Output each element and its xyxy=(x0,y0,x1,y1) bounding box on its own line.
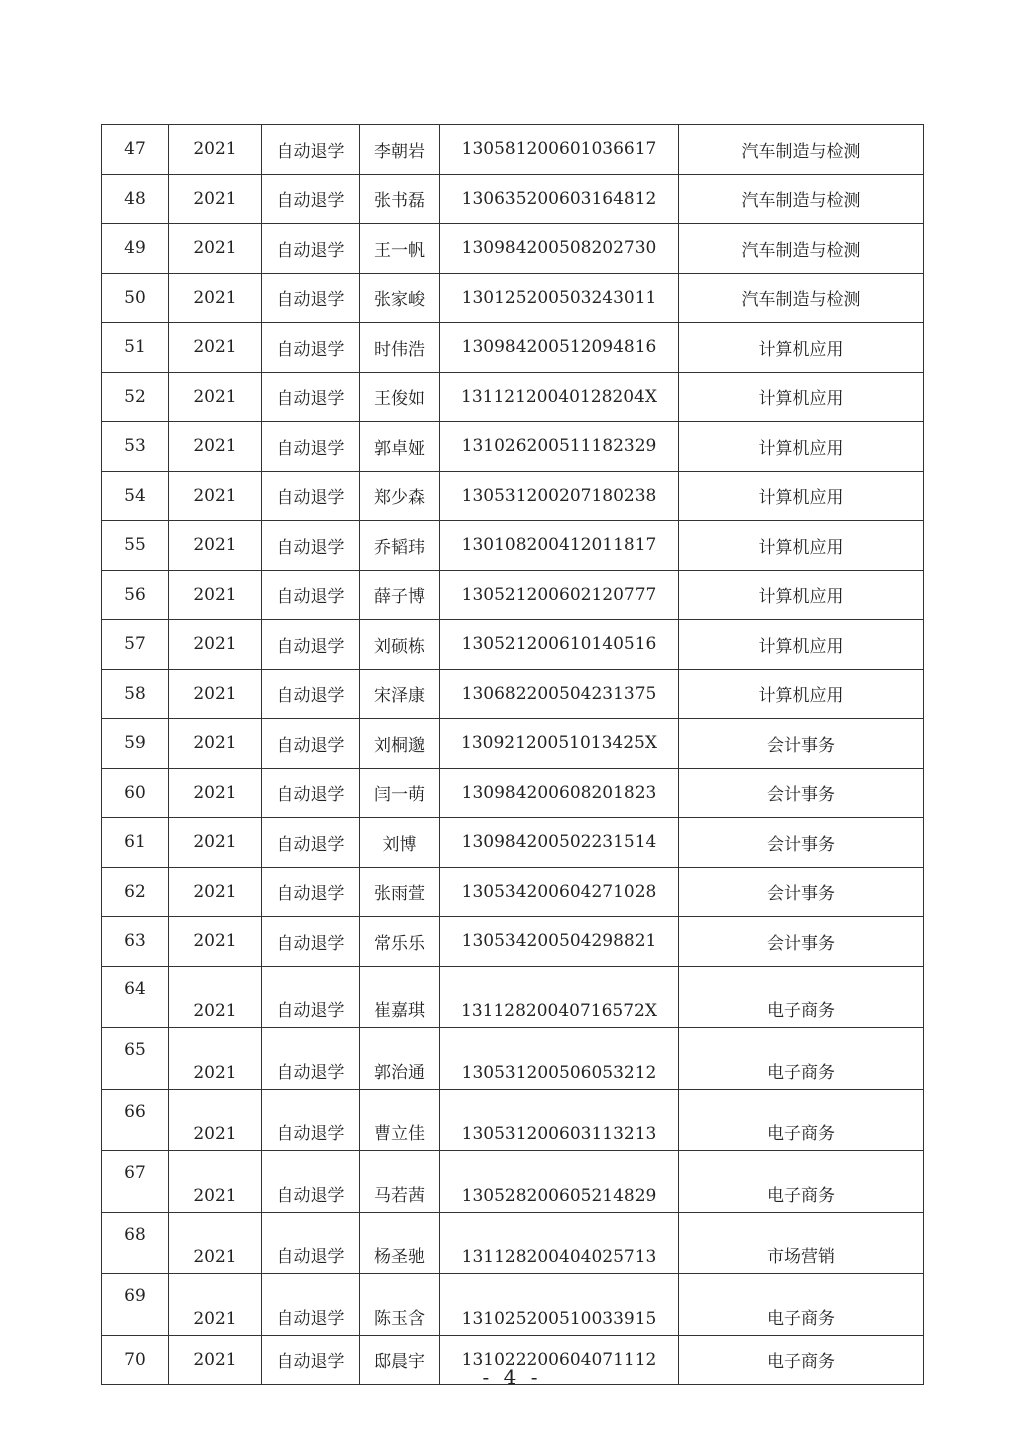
major-cell: 汽车制造与检测 xyxy=(679,273,924,323)
name-cell: 马若茜 xyxy=(360,1151,440,1213)
status-cell: 自动退学 xyxy=(262,125,360,175)
status-cell: 自动退学 xyxy=(262,620,360,670)
major-cell: 电子商务 xyxy=(679,1028,924,1090)
id-number-cell: 130521200610140516 xyxy=(440,620,679,670)
row-number: 57 xyxy=(102,620,169,670)
status-cell: 自动退学 xyxy=(262,471,360,521)
major-cell: 会计事务 xyxy=(679,818,924,868)
status-cell: 自动退学 xyxy=(262,719,360,769)
id-number-cell: 130984200508202730 xyxy=(440,224,679,274)
year-cell: 2021 xyxy=(169,917,262,967)
name-cell: 闫一萌 xyxy=(360,768,440,818)
name-cell: 杨圣驰 xyxy=(360,1212,440,1274)
row-number: 50 xyxy=(102,273,169,323)
row-number: 54 xyxy=(102,471,169,521)
table-row xyxy=(102,323,924,373)
status-cell: 自动退学 xyxy=(262,1335,360,1385)
name-cell: 李朝岩 xyxy=(360,125,440,175)
major-cell: 会计事务 xyxy=(679,768,924,818)
row-number: 58 xyxy=(102,669,169,719)
table-row xyxy=(102,1028,924,1090)
name-cell: 常乐乐 xyxy=(360,917,440,967)
id-number-cell: 130531200603113213 xyxy=(440,1089,679,1151)
row-number: 51 xyxy=(102,323,169,373)
id-number-cell: 130635200603164812 xyxy=(440,174,679,224)
status-cell: 自动退学 xyxy=(262,867,360,917)
year-cell: 2021 xyxy=(169,125,262,175)
status-cell: 自动退学 xyxy=(262,174,360,224)
page-number: - 4 - xyxy=(482,1365,542,1389)
student-table xyxy=(101,124,924,1385)
row-number: 47 xyxy=(102,125,169,175)
name-cell: 刘硕栋 xyxy=(360,620,440,670)
name-cell: 郭卓娅 xyxy=(360,422,440,472)
id-number-cell: 130984200608201823 xyxy=(440,768,679,818)
year-cell: 2021 xyxy=(169,422,262,472)
table-row xyxy=(102,1089,924,1151)
name-cell: 曹立佳 xyxy=(360,1089,440,1151)
year-cell: 2021 xyxy=(169,768,262,818)
status-cell: 自动退学 xyxy=(262,521,360,571)
table-row xyxy=(102,669,924,719)
id-number-cell: 130984200512094816 xyxy=(440,323,679,373)
row-number: 60 xyxy=(102,768,169,818)
status-cell: 自动退学 xyxy=(262,1212,360,1274)
id-number-cell: 13092120051013425X xyxy=(440,719,679,769)
table-row xyxy=(102,422,924,472)
year-cell: 2021 xyxy=(169,521,262,571)
id-number-cell: 13112820040716572X xyxy=(440,966,679,1028)
year-cell: 2021 xyxy=(169,966,262,1028)
major-cell: 汽车制造与检测 xyxy=(679,125,924,175)
id-number-cell: 131022200604071112 xyxy=(440,1335,679,1385)
major-cell: 计算机应用 xyxy=(679,620,924,670)
row-number: 49 xyxy=(102,224,169,274)
name-cell: 郑少森 xyxy=(360,471,440,521)
table-row xyxy=(102,818,924,868)
year-cell: 2021 xyxy=(169,323,262,373)
major-cell: 电子商务 xyxy=(679,1274,924,1336)
id-number-cell: 130531200506053212 xyxy=(440,1028,679,1090)
status-cell: 自动退学 xyxy=(262,966,360,1028)
major-cell: 会计事务 xyxy=(679,719,924,769)
name-cell: 崔嘉琪 xyxy=(360,966,440,1028)
table-row xyxy=(102,719,924,769)
year-cell: 2021 xyxy=(169,620,262,670)
row-number: 59 xyxy=(102,719,169,769)
row-number: 68 xyxy=(102,1212,169,1274)
year-cell: 2021 xyxy=(169,1028,262,1090)
major-cell: 计算机应用 xyxy=(679,422,924,472)
year-cell: 2021 xyxy=(169,669,262,719)
table-row xyxy=(102,273,924,323)
table-row xyxy=(102,570,924,620)
table-row xyxy=(102,521,924,571)
major-cell: 计算机应用 xyxy=(679,323,924,373)
major-cell: 计算机应用 xyxy=(679,669,924,719)
year-cell: 2021 xyxy=(169,1089,262,1151)
major-cell: 会计事务 xyxy=(679,917,924,967)
status-cell: 自动退学 xyxy=(262,917,360,967)
id-number-cell: 130984200502231514 xyxy=(440,818,679,868)
status-cell: 自动退学 xyxy=(262,1089,360,1151)
id-number-cell: 130534200504298821 xyxy=(440,917,679,967)
year-cell: 2021 xyxy=(169,372,262,422)
status-cell: 自动退学 xyxy=(262,273,360,323)
table-row xyxy=(102,620,924,670)
id-number-cell: 130125200503243011 xyxy=(440,273,679,323)
year-cell: 2021 xyxy=(169,174,262,224)
status-cell: 自动退学 xyxy=(262,1151,360,1213)
table-row xyxy=(102,1212,924,1274)
table-row xyxy=(102,768,924,818)
row-number: 62 xyxy=(102,867,169,917)
year-cell: 2021 xyxy=(169,1335,262,1385)
id-number-cell: 130534200604271028 xyxy=(440,867,679,917)
id-number-cell: 130531200207180238 xyxy=(440,471,679,521)
name-cell: 张家峻 xyxy=(360,273,440,323)
table-row xyxy=(102,966,924,1028)
status-cell: 自动退学 xyxy=(262,570,360,620)
id-number-cell: 130521200602120777 xyxy=(440,570,679,620)
name-cell: 郭治通 xyxy=(360,1028,440,1090)
name-cell: 乔韬玮 xyxy=(360,521,440,571)
table-row xyxy=(102,372,924,422)
name-cell: 薛子博 xyxy=(360,570,440,620)
name-cell: 宋泽康 xyxy=(360,669,440,719)
id-number-cell: 130108200412011817 xyxy=(440,521,679,571)
table-row xyxy=(102,224,924,274)
status-cell: 自动退学 xyxy=(262,1028,360,1090)
table-row xyxy=(102,867,924,917)
name-cell: 刘桐邈 xyxy=(360,719,440,769)
status-cell: 自动退学 xyxy=(262,669,360,719)
major-cell: 电子商务 xyxy=(679,966,924,1028)
name-cell: 邸晨宇 xyxy=(360,1335,440,1385)
status-cell: 自动退学 xyxy=(262,372,360,422)
row-number: 69 xyxy=(102,1274,169,1336)
year-cell: 2021 xyxy=(169,471,262,521)
row-number: 48 xyxy=(102,174,169,224)
major-cell: 电子商务 xyxy=(679,1151,924,1213)
year-cell: 2021 xyxy=(169,1151,262,1213)
table-row xyxy=(102,1274,924,1336)
name-cell: 张雨萱 xyxy=(360,867,440,917)
row-number: 52 xyxy=(102,372,169,422)
year-cell: 2021 xyxy=(169,570,262,620)
name-cell: 王一帆 xyxy=(360,224,440,274)
status-cell: 自动退学 xyxy=(262,323,360,373)
major-cell: 计算机应用 xyxy=(679,570,924,620)
row-number: 67 xyxy=(102,1151,169,1213)
id-number-cell: 130528200605214829 xyxy=(440,1151,679,1213)
major-cell: 市场营销 xyxy=(679,1212,924,1274)
id-number-cell: 131026200511182329 xyxy=(440,422,679,472)
year-cell: 2021 xyxy=(169,719,262,769)
row-number: 70 xyxy=(102,1335,169,1385)
year-cell: 2021 xyxy=(169,818,262,868)
major-cell: 计算机应用 xyxy=(679,471,924,521)
table-row xyxy=(102,1151,924,1213)
row-number: 61 xyxy=(102,818,169,868)
status-cell: 自动退学 xyxy=(262,1274,360,1336)
major-cell: 计算机应用 xyxy=(679,521,924,571)
major-cell: 电子商务 xyxy=(679,1089,924,1151)
name-cell: 王俊如 xyxy=(360,372,440,422)
table-row xyxy=(102,471,924,521)
name-cell: 时伟浩 xyxy=(360,323,440,373)
year-cell: 2021 xyxy=(169,224,262,274)
year-cell: 2021 xyxy=(169,867,262,917)
row-number: 64 xyxy=(102,966,169,1028)
row-number: 53 xyxy=(102,422,169,472)
year-cell: 2021 xyxy=(169,1212,262,1274)
major-cell: 电子商务 xyxy=(679,1335,924,1385)
major-cell: 会计事务 xyxy=(679,867,924,917)
status-cell: 自动退学 xyxy=(262,422,360,472)
id-number-cell: 131128200404025713 xyxy=(440,1212,679,1274)
table-row xyxy=(102,917,924,967)
name-cell: 陈玉含 xyxy=(360,1274,440,1336)
row-number: 56 xyxy=(102,570,169,620)
id-number-cell: 13112120040128204X xyxy=(440,372,679,422)
major-cell: 汽车制造与检测 xyxy=(679,224,924,274)
row-number: 65 xyxy=(102,1028,169,1090)
table-body xyxy=(102,125,924,1385)
row-number: 66 xyxy=(102,1089,169,1151)
id-number-cell: 130682200504231375 xyxy=(440,669,679,719)
row-number: 63 xyxy=(102,917,169,967)
status-cell: 自动退学 xyxy=(262,818,360,868)
status-cell: 自动退学 xyxy=(262,768,360,818)
status-cell: 自动退学 xyxy=(262,224,360,274)
year-cell: 2021 xyxy=(169,1274,262,1336)
major-cell: 汽车制造与检测 xyxy=(679,174,924,224)
table-row xyxy=(102,125,924,175)
id-number-cell: 131025200510033915 xyxy=(440,1274,679,1336)
major-cell: 计算机应用 xyxy=(679,372,924,422)
row-number: 55 xyxy=(102,521,169,571)
name-cell: 张书磊 xyxy=(360,174,440,224)
id-number-cell: 130581200601036617 xyxy=(440,125,679,175)
year-cell: 2021 xyxy=(169,273,262,323)
name-cell: 刘博 xyxy=(360,818,440,868)
table-row xyxy=(102,174,924,224)
